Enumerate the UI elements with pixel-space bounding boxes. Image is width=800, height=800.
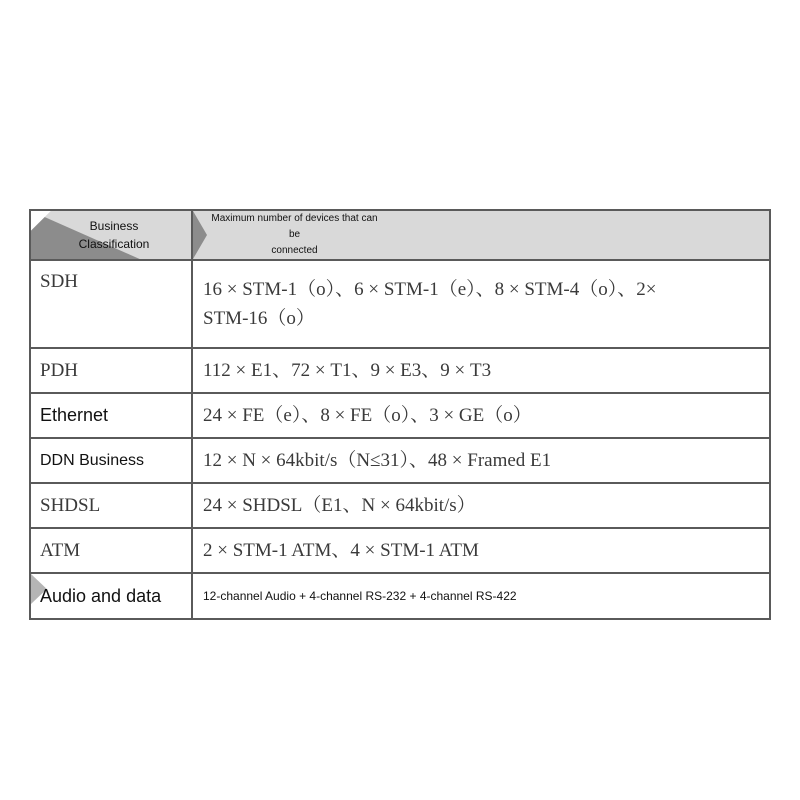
value-cell [192, 348, 770, 393]
classification-cell [30, 438, 192, 483]
header-classification-text [31, 217, 191, 253]
classification-cell [30, 393, 192, 438]
table-row [30, 438, 770, 483]
classification-label: ATM [40, 539, 81, 561]
table-row [30, 348, 770, 393]
header-cell-classification [30, 210, 192, 260]
value-text: 24 × FE（e）、8 × FE（o）、3 × GE（o） [203, 405, 532, 426]
classification-cell [30, 260, 192, 348]
classification-label: DDN Business [40, 451, 145, 469]
header-classification-line2: Classification [78, 237, 150, 251]
classification-label: PDH [40, 359, 79, 381]
table-row [30, 483, 770, 528]
value-text: 24 × SHDSL（E1、N × 64kbit/s） [203, 495, 476, 516]
value-text: 2 × STM-1 ATM、4 × STM-1 ATM [203, 540, 479, 561]
table-row [30, 573, 770, 619]
value-text [193, 275, 769, 333]
table-row [30, 260, 770, 348]
header-value-line2: connected [271, 245, 318, 256]
classification-label: Ethernet [40, 405, 109, 425]
classification-label: Audio and data [40, 585, 162, 606]
header-cell-value [192, 210, 770, 260]
value-text: 12-channel Audio + 4-channel RS-232 + 4-channel RS-422 [203, 589, 517, 603]
value-text: 12 × N × 64kbit/s（N≤31）、48 × Framed E1 [203, 450, 552, 471]
device-capacity-table [29, 209, 771, 620]
value-line2: STM-16（o） [203, 308, 315, 329]
header-classification-line1: Business [89, 219, 139, 233]
value-cell [192, 438, 770, 483]
value-cell [192, 393, 770, 438]
table-row [30, 393, 770, 438]
value-cell [192, 483, 770, 528]
header-value-text [193, 211, 382, 259]
classification-cell [30, 573, 192, 619]
header-value-line1: Maximum number of devices that can be [211, 213, 378, 240]
table-row [30, 528, 770, 573]
value-cell [192, 573, 770, 619]
value-cell [192, 528, 770, 573]
classification-label: SDH [40, 271, 79, 292]
value-line1: 16 × STM-1（o）、6 × STM-1（e）、8 × STM-4（o）、2× [203, 279, 657, 300]
value-text: 112 × E1、72 × T1、9 × E3、9 × T3 [203, 360, 492, 381]
classification-cell [30, 528, 192, 573]
classification-label: SHDSL [40, 494, 101, 516]
value-cell [192, 260, 770, 348]
table-header-row [30, 210, 770, 260]
classification-cell [30, 348, 192, 393]
classification-cell [30, 483, 192, 528]
